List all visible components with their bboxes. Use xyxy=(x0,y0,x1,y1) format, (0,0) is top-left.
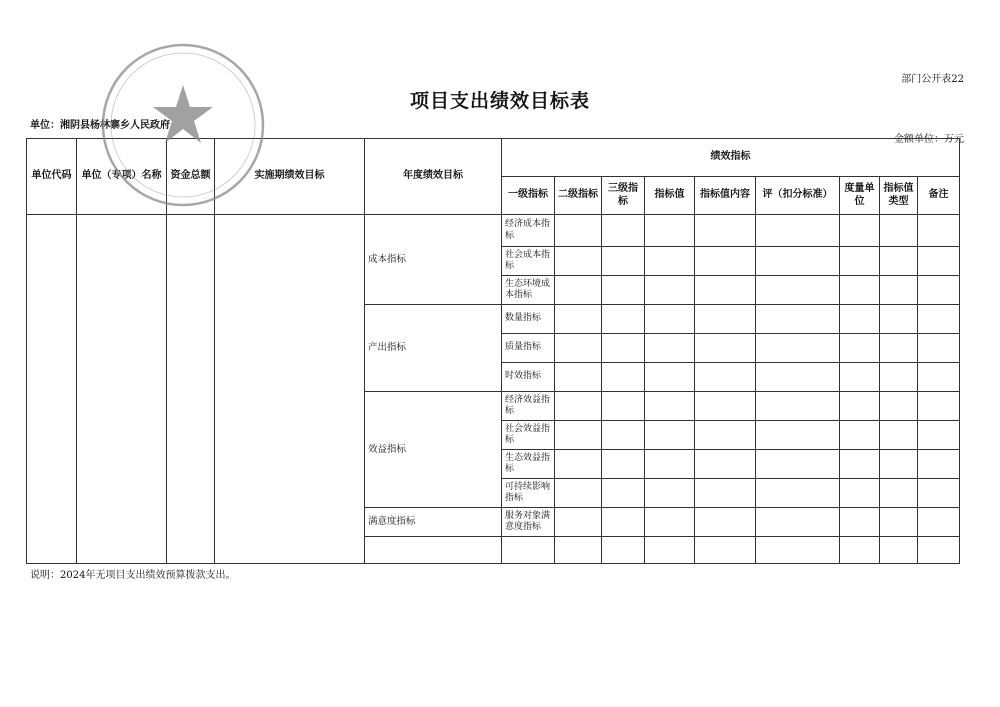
empty-cell xyxy=(602,363,645,392)
level1-indicator-cell: 社会效益指标 xyxy=(502,421,555,450)
empty-cell xyxy=(602,276,645,305)
empty-cell xyxy=(555,276,602,305)
empty-cell xyxy=(756,363,840,392)
header-performance-indicators: 绩效指标 xyxy=(502,139,960,177)
header-level3: 三级指标 xyxy=(602,177,645,215)
empty-cell xyxy=(756,450,840,479)
header-annual-goal: 年度绩效目标 xyxy=(365,139,502,215)
empty-cell xyxy=(695,450,756,479)
project-name-cell xyxy=(77,215,167,564)
empty-cell xyxy=(555,305,602,334)
empty-cell xyxy=(695,276,756,305)
unit-code-cell xyxy=(27,215,77,564)
form-code: 部门公开表22 xyxy=(901,74,964,85)
level1-indicator-cell: 经济效益指标 xyxy=(502,392,555,421)
unit-label: 单位：湘阴县杨林寨乡人民政府 xyxy=(30,120,170,131)
empty-cell xyxy=(645,305,695,334)
empty-cell xyxy=(645,450,695,479)
empty-cell xyxy=(645,363,695,392)
empty-cell xyxy=(756,537,840,564)
empty-cell xyxy=(840,421,880,450)
empty-cell xyxy=(918,450,960,479)
empty-cell xyxy=(918,421,960,450)
empty-cell xyxy=(695,537,756,564)
category-cell: 成本指标 xyxy=(365,215,502,305)
empty-cell xyxy=(756,392,840,421)
empty-cell xyxy=(602,247,645,276)
empty-cell xyxy=(840,247,880,276)
header-indicator-type: 指标值类型 xyxy=(880,177,918,215)
empty-cell xyxy=(602,479,645,508)
empty-cell xyxy=(840,508,880,537)
page-title: 项目支出绩效目标表 xyxy=(409,90,590,112)
empty-cell xyxy=(602,215,645,247)
empty-cell xyxy=(918,334,960,363)
empty-cell xyxy=(880,363,918,392)
amount-unit-label: 金额单位：万元 xyxy=(894,134,964,145)
empty-cell xyxy=(918,363,960,392)
empty-cell xyxy=(918,247,960,276)
category-cell: 效益指标 xyxy=(365,392,502,508)
empty-cell xyxy=(918,508,960,537)
level1-indicator-cell: 生态环境成本指标 xyxy=(502,276,555,305)
empty-cell xyxy=(918,537,960,564)
empty-cell xyxy=(645,537,695,564)
empty-cell xyxy=(756,334,840,363)
empty-cell xyxy=(555,450,602,479)
header-unit-code: 单位代码 xyxy=(27,139,77,215)
empty-cell xyxy=(840,537,880,564)
empty-cell xyxy=(645,247,695,276)
level1-indicator-cell: 数量指标 xyxy=(502,305,555,334)
empty-cell xyxy=(880,508,918,537)
empty-cell xyxy=(840,363,880,392)
empty-cell xyxy=(695,247,756,276)
empty-cell xyxy=(880,247,918,276)
empty-cell xyxy=(602,305,645,334)
empty-cell xyxy=(756,508,840,537)
empty-cell xyxy=(555,215,602,247)
level1-indicator-cell: 可持续影响指标 xyxy=(502,479,555,508)
header-level1: 一级指标 xyxy=(502,177,555,215)
header-project-name: 单位（专项）名称 xyxy=(77,139,167,215)
empty-cell xyxy=(645,421,695,450)
official-seal xyxy=(98,40,268,210)
empty-cell xyxy=(602,334,645,363)
empty-cell xyxy=(602,392,645,421)
level1-indicator-cell: 社会成本指标 xyxy=(502,247,555,276)
level1-indicator-cell: 服务对象满意度指标 xyxy=(502,508,555,537)
empty-cell xyxy=(756,247,840,276)
empty-cell xyxy=(840,215,880,247)
empty-cell xyxy=(555,421,602,450)
header-indicator-value: 指标值 xyxy=(645,177,695,215)
empty-cell xyxy=(555,247,602,276)
empty-cell xyxy=(365,537,502,564)
empty-cell xyxy=(602,421,645,450)
empty-cell xyxy=(695,508,756,537)
category-cell: 产出指标 xyxy=(365,305,502,392)
empty-cell xyxy=(695,334,756,363)
empty-cell xyxy=(840,450,880,479)
empty-cell xyxy=(555,508,602,537)
empty-cell xyxy=(602,537,645,564)
empty-cell xyxy=(840,276,880,305)
empty-cell xyxy=(645,508,695,537)
level1-indicator-cell: 时效指标 xyxy=(502,363,555,392)
empty-cell xyxy=(880,305,918,334)
level1-indicator-cell: 生态效益指标 xyxy=(502,450,555,479)
category-cell: 满意度指标 xyxy=(365,508,502,537)
empty-cell xyxy=(880,537,918,564)
empty-cell xyxy=(880,215,918,247)
empty-cell xyxy=(840,392,880,421)
empty-cell xyxy=(645,276,695,305)
header-indicator-content: 指标值内容 xyxy=(695,177,756,215)
empty-cell xyxy=(555,392,602,421)
empty-cell xyxy=(880,276,918,305)
empty-cell xyxy=(555,537,602,564)
empty-cell xyxy=(918,479,960,508)
header-remark: 备注 xyxy=(918,177,960,215)
empty-cell xyxy=(695,305,756,334)
empty-cell xyxy=(602,450,645,479)
empty-cell xyxy=(602,508,645,537)
level1-indicator-cell: 经济成本指标 xyxy=(502,215,555,247)
header-period-goal: 实施期绩效目标 xyxy=(215,139,365,215)
empty-cell xyxy=(695,215,756,247)
header-level2: 二级指标 xyxy=(555,177,602,215)
fund-total-cell xyxy=(167,215,215,564)
empty-cell xyxy=(756,421,840,450)
empty-cell xyxy=(756,276,840,305)
table-row xyxy=(27,215,960,247)
empty-cell xyxy=(880,421,918,450)
empty-cell xyxy=(555,334,602,363)
empty-cell xyxy=(645,215,695,247)
empty-cell xyxy=(918,392,960,421)
empty-cell xyxy=(502,537,555,564)
empty-cell xyxy=(880,392,918,421)
empty-cell xyxy=(880,334,918,363)
empty-cell xyxy=(880,450,918,479)
period-goal-cell xyxy=(215,215,365,564)
empty-cell xyxy=(880,479,918,508)
empty-cell xyxy=(840,479,880,508)
empty-cell xyxy=(645,392,695,421)
empty-cell xyxy=(555,363,602,392)
empty-cell xyxy=(695,392,756,421)
header-measure-unit: 度量单位 xyxy=(840,177,880,215)
empty-cell xyxy=(756,215,840,247)
header-scoring: 评（扣分标准） xyxy=(756,177,840,215)
empty-cell xyxy=(645,479,695,508)
header-fund-total: 资金总额 xyxy=(167,139,215,215)
empty-cell xyxy=(645,334,695,363)
empty-cell xyxy=(840,334,880,363)
empty-cell xyxy=(918,276,960,305)
empty-cell xyxy=(555,479,602,508)
empty-cell xyxy=(695,421,756,450)
empty-cell xyxy=(918,215,960,247)
empty-cell xyxy=(918,305,960,334)
footnote: 说明：2024年无项目支出绩效预算拨款支出。 xyxy=(30,570,236,581)
level1-indicator-cell: 质量指标 xyxy=(502,334,555,363)
empty-cell xyxy=(840,305,880,334)
empty-cell xyxy=(756,479,840,508)
empty-cell xyxy=(695,479,756,508)
empty-cell xyxy=(695,363,756,392)
empty-cell xyxy=(756,305,840,334)
